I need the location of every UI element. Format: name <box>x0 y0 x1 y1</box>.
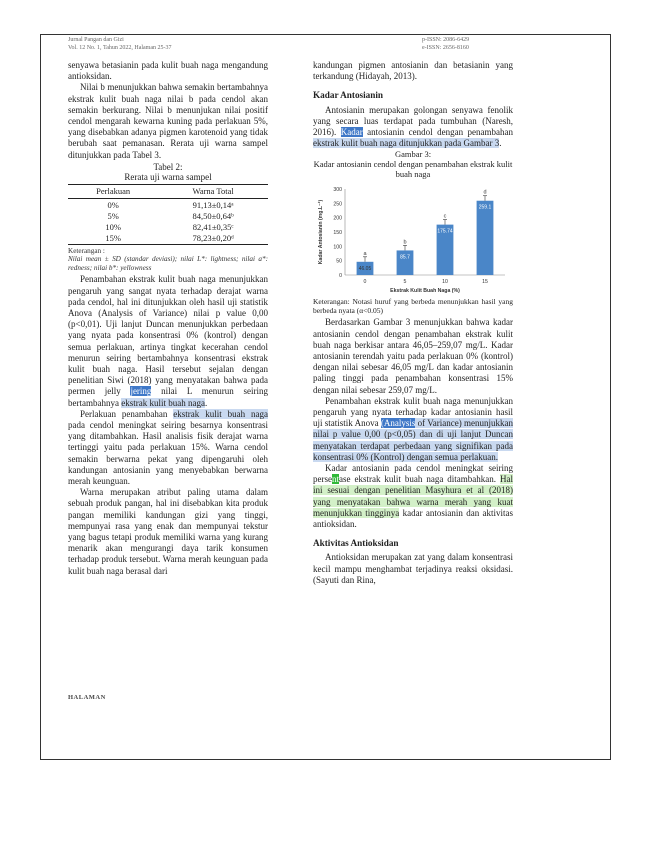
x-tick-label: 15 <box>482 279 488 286</box>
paragraph: Antosianin merupakan golongan senyawa fenolik yang secara luas terdapat pada tumbuhan (Naresh, 2016). Kadar antosianin cendol dengan penambahan ekstrak kulit buah naga ditunjukkan pada Gambar 3. <box>313 104 514 149</box>
table-cell: 5% <box>107 210 119 221</box>
table-cell: 15% <box>68 233 158 245</box>
highlight-mark: jering <box>130 386 152 397</box>
table-header-warna: Warna Total <box>158 184 268 198</box>
significance-letter: a <box>363 251 367 258</box>
bar-chart <box>313 179 513 297</box>
y-axis-label: Kadar Antosianin (mg.L⁻¹) <box>318 200 324 265</box>
issn-header: p-ISSN: 2086-6429 e-ISSN: 2656-8160 <box>422 37 470 51</box>
highlight: ekstrak kulit buah naga <box>173 408 268 419</box>
x-tick-label: 0 <box>363 279 367 286</box>
data-label: 259.1 <box>478 205 492 212</box>
highlight-mark: nt <box>332 474 340 485</box>
highlight-mark: (Analysis <box>380 418 416 429</box>
y-tick-label: 300 <box>333 187 342 194</box>
significance-letter: b <box>403 239 407 246</box>
figure-note: Keterangan: Notasi huruf yang berbeda menunjukkan hasil yang berbeda nyata (α<0.05) <box>313 297 513 316</box>
x-axis-label: Ekstrak Kulit Buah Naga (%) <box>390 288 460 295</box>
table-cell: 78,23±0,20ᵈ <box>158 233 268 245</box>
y-tick-label: 0 <box>339 273 342 280</box>
highlight-mark: Kadar <box>340 127 363 138</box>
figure-caption: Gambar 3: Kadar antosianin cendol dengan penambahan ekstrak kulit buah naga <box>313 149 513 180</box>
table-note: Keterangan : Nilai mean ± SD (standar deviasi); nilai L*: lightness; nilai a*: redness; nilai b*: yellowness <box>68 246 268 272</box>
y-tick-label: 200 <box>333 216 342 223</box>
table-row <box>68 210 268 221</box>
table-cell: 91,13±0,14ᵃ <box>192 199 234 210</box>
color-table <box>68 184 268 245</box>
table-cell: 0% <box>107 199 119 210</box>
table-row <box>68 199 268 211</box>
table-caption: Tabel 2: Rerata uji warna sampel <box>124 161 212 183</box>
significance-letter: c <box>443 214 447 221</box>
bar <box>477 201 494 275</box>
journal-header: Jurnal Pangan dan Gizi Vol. 12 No. 1, Tahun 2022, Halaman 25-37 <box>68 37 172 51</box>
data-label: 175.74 <box>437 229 453 236</box>
page-footer: HALAMAN <box>68 694 106 701</box>
highlight: ekstrak kulit buah naga <box>121 397 205 408</box>
highlight: Hal ini sesuai dengan penelitian Masyhura et al (2018) yang menyatakan bahwa warna merah yang kuat menunjukkan tingginya <box>313 474 513 518</box>
table-row <box>68 221 268 232</box>
paragraph: Penambahan ekstrak kulit buah naga menunjukkan pengaruh yang nyata terhadap kadar antosianin hasil uji statistik Anova (Analysis of Variance) menunjukkan nilai p value 0,00 (p<0,05) dan di uji lanjut Duncan menyatakan terdapat perbedaan yang signifikan pada konsentrasi 0% (Kontrol) dengan semua perlakuan. <box>313 395 513 462</box>
paragraph: Kadar antosianin pada cendol meningkat seiring persentase ekstrak kulit buah naga ditambahkan. Hal ini sesuai dengan penelitian Masyhura et al (2018) yang menyatakan bahwa warna merah yang kuat menunjukkan tingginya kadar antosianin dan aktivitas antioksidan. <box>313 463 513 530</box>
table-cell: 84,50±0,64ᵇ <box>192 210 234 221</box>
data-label: 85.7 <box>400 254 410 261</box>
y-tick-label: 100 <box>333 244 342 251</box>
table-row <box>68 233 268 245</box>
paragraph: senyawa betasianin pada kulit buah naga mengandung antioksidan. <box>68 60 268 82</box>
paragraph: Perlakuan penambahan ekstrak kulit buah naga pada cendol meningkat seiring besarnya konsentrasi yang ditambahkan. Hasil analisis fisik derajat warna tertinggi yaitu pada perlakuan 15%. Warna cendol semakin berwarna pekat yang dipengaruhi oleh kandungan antosianin yang menyebabkan berwarna merah keunguan. <box>68 408 268 486</box>
section-heading: Kadar Antosianin <box>313 90 384 101</box>
x-tick-label: 10 <box>442 279 448 286</box>
paragraph: Penambahan ekstrak kulit buah naga menunjukkan pengaruh yang sangat nyata terhadap derajat warna pada cendol, hal ini ditunjukkan oleh hasil uji statistik Anova (Analysis of Variance) nilai p value 0,00 (p<0,01). Uji lanjut Duncan menunjukkan perbedaan yang nyata pada konsentrasi 0% (kontrol) dengan semua perlakuan, artinya tingkat kecerahan cendol menurun seiring bertambahnya konsentrasi ekstrak kulit buah naga. Hasil tersebut sejalan dengan penelitian Siwi (2018) yang menyatakan bahwa pada permen jelly jering nilai L menurun seiring bertambahnya ekstrak kulit buah naga. <box>68 274 268 408</box>
significance-letter: d <box>483 190 487 197</box>
table-cell: 10% <box>105 221 121 232</box>
highlight: ekstrak kulit buah naga ditunjukkan pada Gambar 3 <box>313 138 500 149</box>
highlight: of Variance) menunjukkan nilai p value 0,00 (p<0,05) dan di uji lanjut Duncan menyatakan terdapat perbedaan yang signifikan pada konsentrasi 0% (Kontrol) dengan semua perlakuan. <box>313 418 513 462</box>
section-heading: Aktivitas Antioksidan <box>313 538 399 549</box>
data-label: 46.05 <box>358 266 372 273</box>
y-tick-label: 250 <box>333 201 342 208</box>
x-tick-label: 5 <box>403 279 407 286</box>
paragraph: Warna merupakan atribut paling utama dalam sebuah produk pangan, hal ini disebabkan kita produk pangan memiliki kandungan gizi yang tinggi, mempunyai rasa yang enak dan mempunyai tekstur yang bagus tetapi produk memiliki warna yang kurang menarik akan mengurangi daya tarik konsumen terhadap produk tersebut. Warna merah keunguan pada kulit buah naga berasal dari <box>68 487 268 576</box>
paragraph: Nilai b menunjukkan bahwa semakin bertambahnya ekstrak kulit buah naga nilai b pada cendol akan semakin berkurang. Nilai b menunjukan nilai positif cendol mengarah kewarna kuning pada perlakuan 5%, yang disebabkan adanya pigmen karotenoid yang tidak berubah saat pemanasan. Rerata uji warna sampel ditunjukkan pada Tabel 3. <box>68 82 268 160</box>
right-column <box>313 60 513 586</box>
chart-svg <box>313 179 513 297</box>
paragraph: Antioksidan merupakan zat yang dalam konsentrasi kecil mampu menghambat terjadinya reaksi oksidasi. (Sayuti dan Rina, <box>313 552 513 585</box>
paragraph: Berdasarkan Gambar 3 menunjukkan bahwa kadar antosianin cendol dengan penambahan ekstrak kulit buah naga berkisar antara 46,05–259,07 mg/L. Kadar antosianin terendah yaitu pada perlakuan 0% (kontrol) dengan nilai sebesar 46,05 mg/L dan kadar antosianin paling tinggi pada penambahan konsentrasi 15% dengan nilai sebesar 259,07 mg/L. <box>313 317 513 395</box>
table-cell: 82,41±0,35ᶜ <box>192 221 234 232</box>
y-tick-label: 150 <box>333 230 342 237</box>
paragraph: kandungan pigmen antosianin dan betasianin yang terkandung (Hidayah, 2013). <box>313 60 513 82</box>
table-header-perlakuan: Perlakuan <box>68 184 158 198</box>
y-tick-label: 50 <box>336 259 342 266</box>
left-column <box>68 60 268 577</box>
